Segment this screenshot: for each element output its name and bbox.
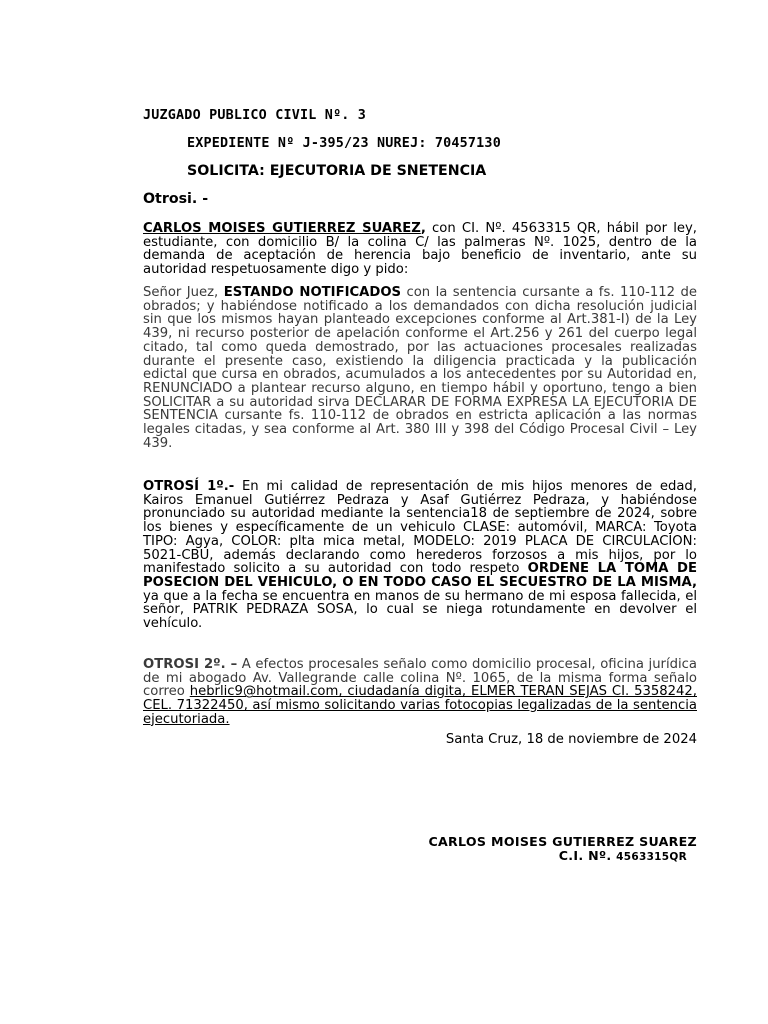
court-heading: JUZGADO PUBLICO CIVIL Nº. 3 bbox=[143, 108, 367, 123]
solicita-heading: SOLICITA: EJECUTORIA DE SNETENCIA bbox=[187, 163, 487, 179]
otrosi1-bold: ORDENE LA TOMA DE POSECION DEL VEHICULO, O EN TODO CASO EL SECUESTRO DE LA MISMA, bbox=[143, 561, 697, 590]
otrosi1-label: OTROSÍ 1º.- bbox=[143, 479, 235, 494]
otrosi2-paragraph bbox=[143, 658, 697, 727]
otrosi1-text: En mi calidad de representación de mis hijos menores de edad, Kairos Emanuel Gutiérrez Pedraza y Asaf Gutiérrez Pedraza, y habiéndose pronunciado su autoridad mediante la sentencia18 de septiembre de 2024, sobre los bienes y específicamente de un vehiculo CLASE: automóvil, MARCA: Toyota TIPO: Agya, COLOR: plta mica metal, MODELO: 2019 PLACA DE CIRCULACION: 5021-CBU, además declarando como herederos forzosos a mis hijos, por lo manifestado solicito a su autoridad con todo respeto bbox=[143, 479, 697, 577]
otrosi2-label: OTROSI 2º. – bbox=[143, 657, 238, 672]
main-lead: Señor Juez, bbox=[143, 285, 224, 300]
otrosi1-tail: ya que a la fecha se encuentra en manos de su hermano de mi esposa fallecida, el señor, PATRIK PEDRAZA SOSA, lo cual se niega rotundamente en devolver el vehículo. bbox=[143, 588, 697, 632]
signature-name: CARLOS MOISES GUTIERREZ SUAREZ bbox=[428, 834, 697, 849]
otrosi2-contact: hebrlic9@hotmail.com, ciudadanía digita, ELMER TERAN SEJAS CI. 5358242, CEL. 71322450, así mismo solicitando varias fotocopias legalizadas de la sentencia ejecutoriada. bbox=[143, 684, 697, 727]
otrosi-heading: Otrosi. - bbox=[143, 191, 209, 207]
petitioner-name: CARLOS MOISES GUTIERREZ SUAREZ bbox=[143, 221, 421, 236]
intro-comma: , bbox=[420, 221, 426, 236]
intro-text: con CI. Nº. 4563315 QR, hábil por ley, estudiante, con domicilio B/ la colina C/ las palmeras Nº. 1025, dentro de la demanda de aceptación de herencia bajo beneficio de inventario, ante su autoridad respetuosamente digo y pido: bbox=[143, 221, 697, 278]
main-bold: ESTANDO NOTIFICADOS bbox=[223, 285, 402, 300]
otrosi1-paragraph bbox=[143, 480, 697, 631]
date-line: Santa Cruz, 18 de noviembre de 2024 bbox=[445, 732, 697, 747]
otrosi2-text: A efectos procesales señalo como domicilio procesal, oficina jurídica de mi abogado Av. Vallegrande calle colina Nº. 1065, de la misma forma señalo correo bbox=[143, 657, 698, 700]
signature-ci bbox=[559, 848, 687, 863]
signature-ci-label: C.I. Nº. bbox=[558, 848, 617, 863]
main-paragraph bbox=[143, 286, 697, 450]
expediente-heading: EXPEDIENTE Nº J-395/23 NUREJ: 70457130 bbox=[187, 136, 501, 151]
signature-ci-number: 4563315QR bbox=[616, 851, 687, 863]
intro-paragraph bbox=[143, 222, 697, 277]
main-text: con la sentencia cursante a fs. 110-112 de obrados; y habiéndose notificado a los demandados con dicha resolución judicial sin que los mismos hayan planteado excepciones conforme al Art.381-I) de la Ley 439, ni recurso posterior de apelación conforme el Art.256 y 261 del cuerpo legal citado, tal como queda demostrado, por las actuaciones procesales realizadas durante el presente caso, existiendo la diligencia practicada y la publicación edictal que cursa en obrados, acumulados a los antecedentes por su Autoridad en, RENUNCIADO a plantear recurso alguno, en tiempo hábil y oportuno, tengo a bien SOLICITAR a su autoridad sirva DECLARAR DE FORMA EXPRESA LA EJECUTORIA DE SENTENCIA cursante fs. 110-112 de obrados en estricta aplicación a las normas legales citadas, y sea conforme al Art. 380 III y 398 del Código Procesal Civil – Ley 439. bbox=[143, 285, 697, 451]
